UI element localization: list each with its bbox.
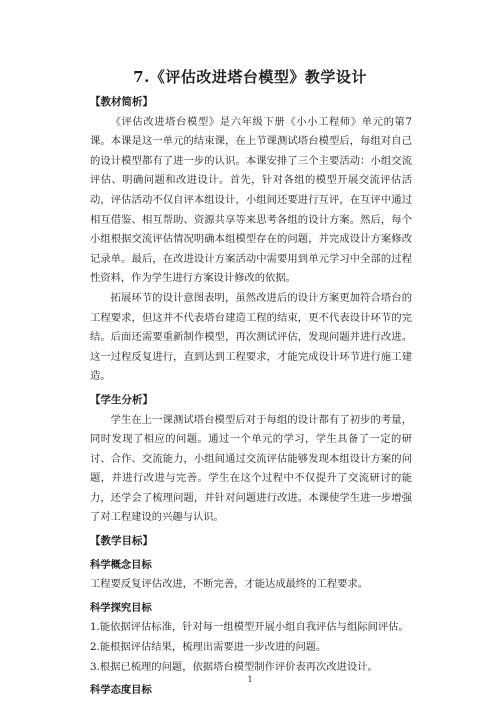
document-body (90, 93, 412, 701)
section-heading-textbook: 【教材简析】 (90, 96, 153, 108)
section-heading-students: 【学生分析】 (90, 393, 153, 406)
students-paragraph-1: 学生在上一课测试塔台模型后对于每组的设计都有了初步的考量，同时发现了相应的问题。通过一个单元的学习，学生具备了一定的研讨、合作、交流能力，小组间通过交流评估能够发现本组设计方案的问题，并进行改进与完善。学生在这个过程中不仅提升了交流研讨的能力，还学会了梳理问题，并针对问题进行改进。本课使学生进一步增强了对工程建设的兴趣与认识。 (90, 413, 412, 524)
section-students (90, 391, 412, 528)
textbook-paragraph-2: 拓展环节的设计意图表明，虽然改进后的设计方案更加符合塔台的工程要求，但这并不代表塔台建造工程的结束，更不代表设计环节的完结。后面还需要重新制作模型，再次测试评估，发现问题并进行改进。这一过程反复进行，直到达到工程要求，才能完成设计环节进行施工建造。 (90, 291, 412, 383)
goal-inquiry-heading: 科学探究目标 (90, 601, 152, 614)
goal-attitude-heading: 科学态度目标 (90, 684, 152, 697)
goal-concept-heading: 科学概念目标 (90, 558, 152, 571)
goal-inquiry-item-1: 1.能依据评估标准，针对每一组模型开展小组自我评估与组际间评估。 (90, 621, 409, 634)
goal-concept-item-1: 工程要反复评估改进，不断完善，才能达成最终的工程要求。 (90, 578, 369, 591)
section-textbook (90, 93, 412, 387)
goal-inquiry-item-2: 2.能根据评估结果，梳理出需要进一步改进的问题。 (90, 641, 327, 654)
textbook-paragraph-1: 《评估改进塔台模型》是六年级下册《小小工程师》单元的第7课。本课是这一单元的结束课，在上节课测试塔台模型后，每组对自己的设计模型都有了进一步的认识。本课安排了三个主要活动：小组交流评估、明确问题和改进设计。首先，针对各组的模型开展交流评估活动，评估活动不仅自评本组设计，小组间还要进行互评，在互评中通过相互借鉴、相互帮助、资源共享等来思考各组的设计方案。然后，每个小组根据交流评估情况明确本组模型存在的问题，并完成设计方案修改记录单。最后，在改进设计方案活动中需要用到单元学习中全部的过程性资料，作为学生进行方案设计修改的依据。 (90, 115, 412, 285)
document-title: 7.《评估改进塔台模型》教学设计 (133, 68, 367, 86)
section-heading-goals: 【教学目标】 (90, 535, 153, 548)
page-number: 1 (247, 675, 253, 684)
goal-inquiry-item-3: 3.根据已梳理的问题，依据塔台模型制作评价表再次改进设计。 (90, 660, 378, 673)
